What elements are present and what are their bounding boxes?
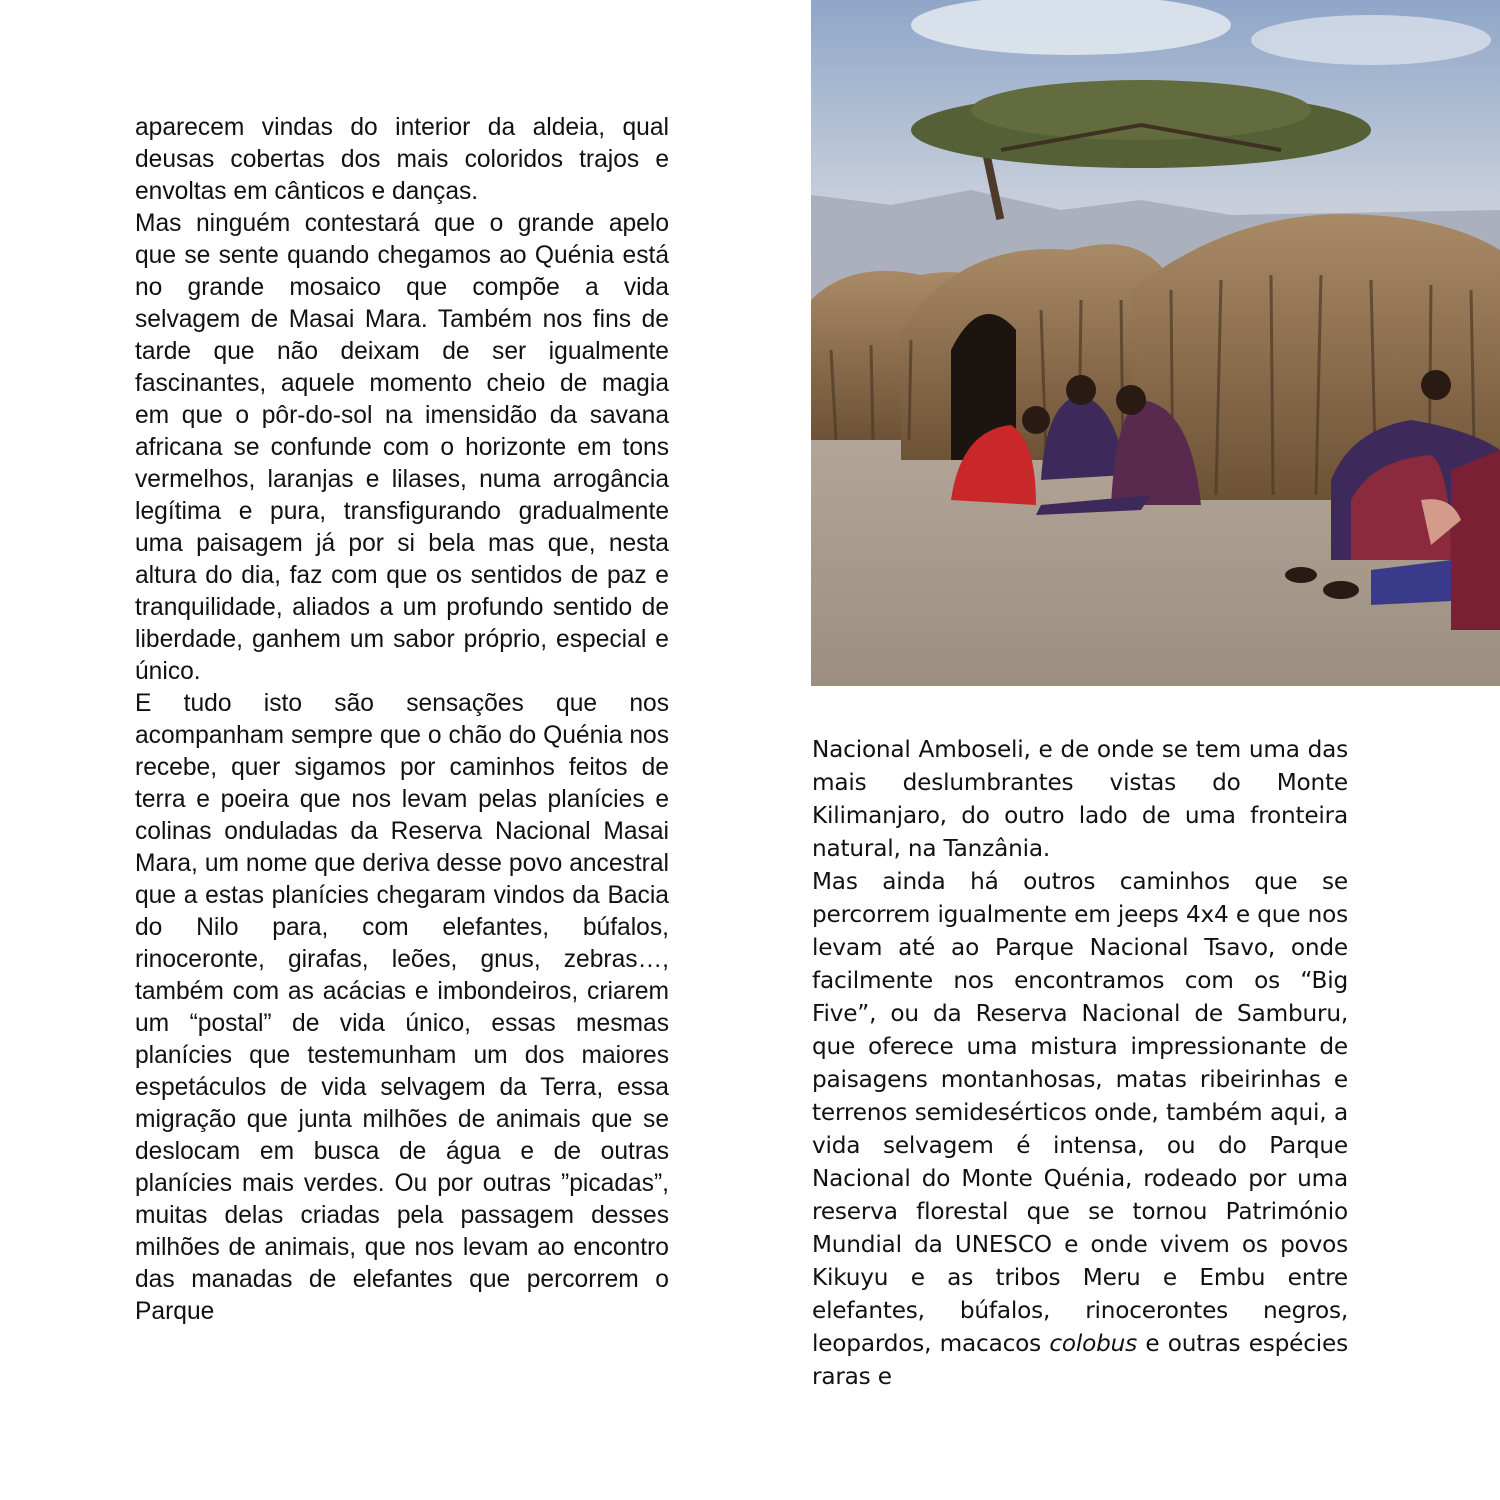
photo-illustration (811, 0, 1500, 686)
italic-term: colobus (1049, 1330, 1138, 1357)
paragraph: aparecem vindas do interior da aldeia, qual deusas cobertas dos mais coloridos trajos e envoltas em cânticos e danças. (135, 114, 669, 205)
right-text-column (812, 733, 1348, 1393)
paragraph: Mas ninguém contestará que o grande apelo que se sente quando chegamos ao Quénia está no grande mosaico que compõe a vida selvagem de Masai Mara. Também nos fins de tarde que não deixam de ser igualmente fascinantes, aquele momento cheio de magia em que o pôr-do-sol na imensidão da savana africana se confunde com o horizonte em tons vermelhos, laranjas e lilases, numa arrogância legítima e pura, transfigurando gradualmente uma paisagem já por si bela mas que, nesta altura do dia, faz com que os sentidos de paz e tranquilidade, aliados a um profundo sentido de liberdade, ganhem um sabor próprio, especial e único. (135, 210, 669, 685)
paragraph (812, 865, 1348, 1393)
paragraph-text: Mas ainda há outros caminhos que se percorrem igualmente em jeeps 4x4 e que nos levam até ao Parque Nacional Tsavo, onde facilmente nos encontramos com os “Big Five”, ou da Reserva Nacional de Samburu, que oferece uma mistura impressionante de paisagens montanhosas, matas ribeirinhas e terrenos semidesérticos onde, também aqui, a vida selvagem é intensa, ou do Parque Nacional do Monte Quénia, rodeado por uma reserva florestal que se tornou Património Mundial da UNESCO e onde vivem os povos Kikuyu e as tribos Meru e Embu entre elefantes, búfalos, rinocerontes negros, leopardos, macacos (812, 868, 1348, 1357)
paragraph: E tudo isto são sensações que nos acompanham sempre que o chão do Quénia nos recebe, quer sigamos por caminhos feitos de terra e poeira que nos levam pelas planícies e colinas onduladas da Reserva Nacional Masai Mara, um nome que deriva desse povo ancestral que a estas planícies chegaram vindos da Bacia do Nilo para, com elefantes, búfalos, rinoceronte, girafas, leões, gnus, zebras…, também com as acácias e imbondeiros, criarem um “postal” de vida único, essas mesmas planícies que testemunham um dos maiores espetáculos de vida selvagem da Terra, essa migração que junta milhões de animais que se deslocam em busca de água e de outras planícies mais verdes. Ou por outras ”picadas”, muitas delas criadas pela passagem desses milhões de animais, que nos levam ao encontro das manadas de elefantes que percorrem o Parque (135, 690, 669, 1325)
paragraph: Nacional Amboseli, e de onde se tem uma das mais deslumbrantes vistas do Monte Kilimanjaro, do outro lado de uma fronteira natural, na Tanzânia. (812, 736, 1348, 862)
left-text-column (135, 112, 669, 1328)
paragraph-text: e outras espécies raras e (812, 1330, 1348, 1390)
masai-village-photo (811, 0, 1500, 686)
